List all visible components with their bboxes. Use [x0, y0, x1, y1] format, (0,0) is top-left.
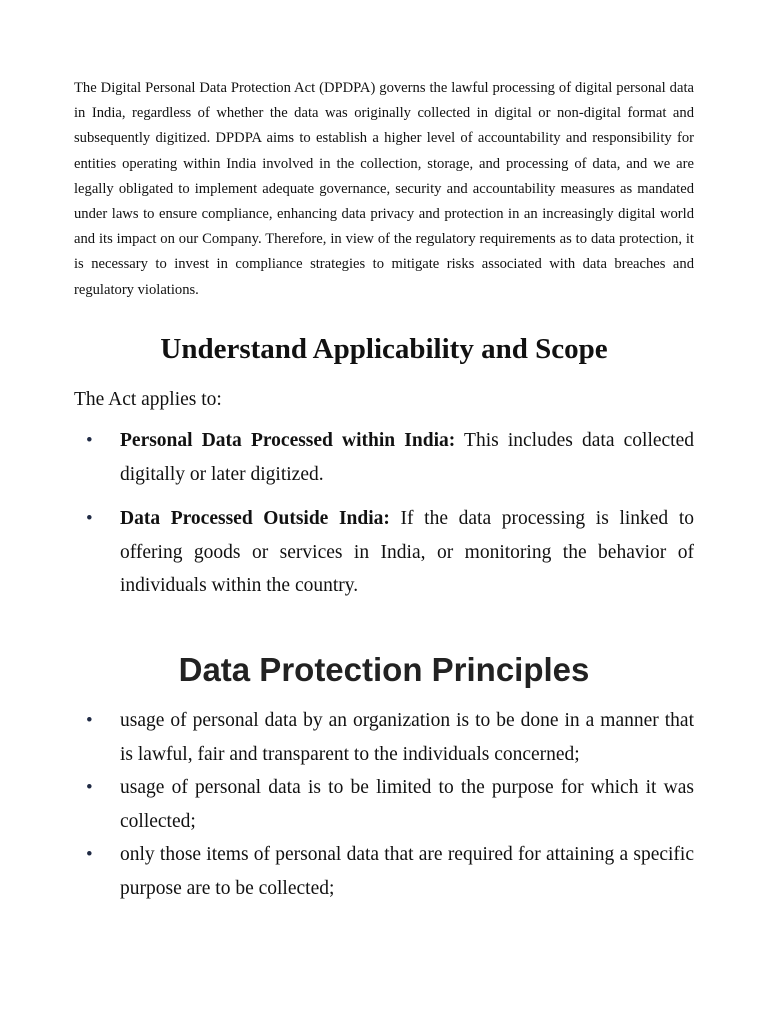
- principles-list: [74, 704, 694, 905]
- scope-item-lead: Personal Data Processed within India:: [120, 430, 456, 451]
- principle-text: usage of personal data by an organization is to be done in a manner that is lawful, fair and transparent to the individuals concerned;: [120, 710, 694, 765]
- bullet-icon: •: [86, 710, 93, 731]
- bullet-icon: •: [86, 777, 93, 798]
- scope-item-text: If the data processing is linked to offering goods or services in India, or monitoring the behavior of individuals within the country.: [120, 508, 694, 596]
- principle-item: [74, 838, 694, 905]
- principle-item: [74, 704, 694, 771]
- scope-heading: Understand Applicability and Scope: [160, 333, 608, 365]
- scope-list-item: [74, 424, 694, 491]
- scope-item-lead: Data Processed Outside India:: [120, 508, 390, 529]
- principles-heading: Data Protection Principles: [178, 651, 590, 688]
- bullet-icon: •: [86, 508, 93, 529]
- principle-text: usage of personal data is to be limited to the purpose for which it was collected;: [120, 777, 694, 832]
- bullet-icon: •: [86, 844, 93, 865]
- principle-text: only those items of personal data that are required for attaining a specific purpose are to be collected;: [120, 844, 694, 899]
- scope-list-item: [74, 502, 694, 603]
- bullet-icon: •: [86, 430, 93, 451]
- intro-paragraph: The Digital Personal Data Protection Act (DPDPA) governs the lawful processing of digital personal data in India, regardless of whether the data was originally collected in digital or non-digital format and subsequently digitized. DPDPA aims to establish a higher level of accountability and responsibility for entities operating within India involved in the collection, storage, and processing of data, and we are legally obligated to implement adequate governance, security and accountability measures as mandated under laws to ensure compliance, enhancing data privacy and protection in an increasingly digital world and its impact on our Company. Therefore, in view of the regulatory requirements as to data protection, it is necessary to invest in compliance strategies to mitigate risks associated with data breaches and regulatory violations.: [74, 80, 694, 298]
- principle-item: [74, 771, 694, 838]
- scope-list: [74, 424, 694, 614]
- scope-item-text: This includes data collected digitally or later digitized.: [120, 430, 694, 485]
- scope-intro: The Act applies to:: [74, 389, 222, 410]
